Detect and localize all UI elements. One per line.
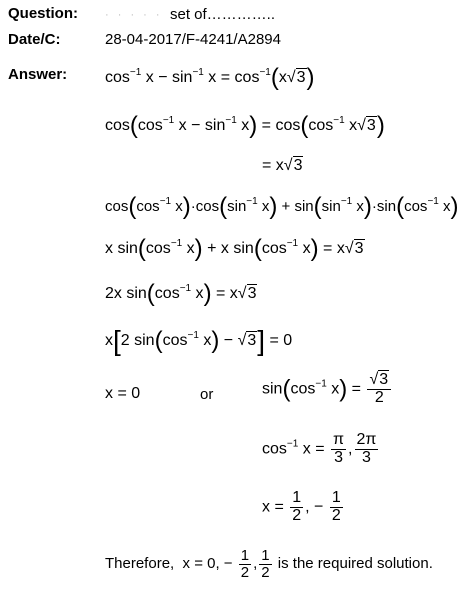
or-text: or: [200, 386, 214, 403]
equation-line-7: x[2 $\sin(\cos^{-1}$ x) − √3] = 0: [105, 325, 293, 356]
conclusion-line: Therefore, x = 0, − $\frac{1}{2}$ , $\frac{1}{2}$ is the required solution.: [105, 547, 433, 581]
equation-line-8: $\sin(\cos^{-1}$ x) = $\frac{√3}{2}$: [262, 372, 393, 407]
equation-line-4: $\cos(\cos^{-1}$ $x)\cdot\cos(\sin^{-1}$ $x) + \sin(\sin^{-1}$ $x)\cdot\sin(\cos^{-1}$ x): [105, 193, 459, 220]
question-label: Question:: [8, 5, 78, 22]
conclusion-suffix: is the required solution.: [277, 555, 433, 573]
equation-line-5: x $\sin(\cos^{-1}$ x) + x $\sin(\cos^{-1}$ x) = x√3: [105, 235, 364, 262]
equation-line-2: $\cos(\cos^{-1}$ $x - \sin^{-1} x) = \cos(\cos^{-1}$ x√3): [105, 112, 385, 139]
date-value: 28-04-2017/F-4241/A2894: [105, 31, 281, 48]
equation-line-10: x = $\frac{1}{2}$ , − $\frac{1}{2}$: [262, 489, 341, 524]
equation-line-9: $\cos^{-1} x$ = $\frac{\pi}{3}$ , $\frac{2\pi}{3}$: [262, 431, 377, 466]
equation-line-6: 2x $\sin(\cos^{-1}$ x) = x√3: [105, 280, 257, 307]
conclusion-prefix: Therefore,: [105, 555, 175, 573]
equation-line-1: $\cos^{-1} x - \sin^{-1} x = \cos^{-1}(x√3)$: [105, 64, 315, 91]
equation-line-3: = x√3: [262, 157, 303, 174]
answer-label: Answer:: [8, 66, 68, 83]
date-label: Date/C:: [8, 31, 61, 48]
question-text: set of…………..: [170, 6, 276, 23]
question-faint-text: · · · · ·: [105, 9, 163, 21]
equation-x-zero: x = 0: [105, 385, 141, 402]
